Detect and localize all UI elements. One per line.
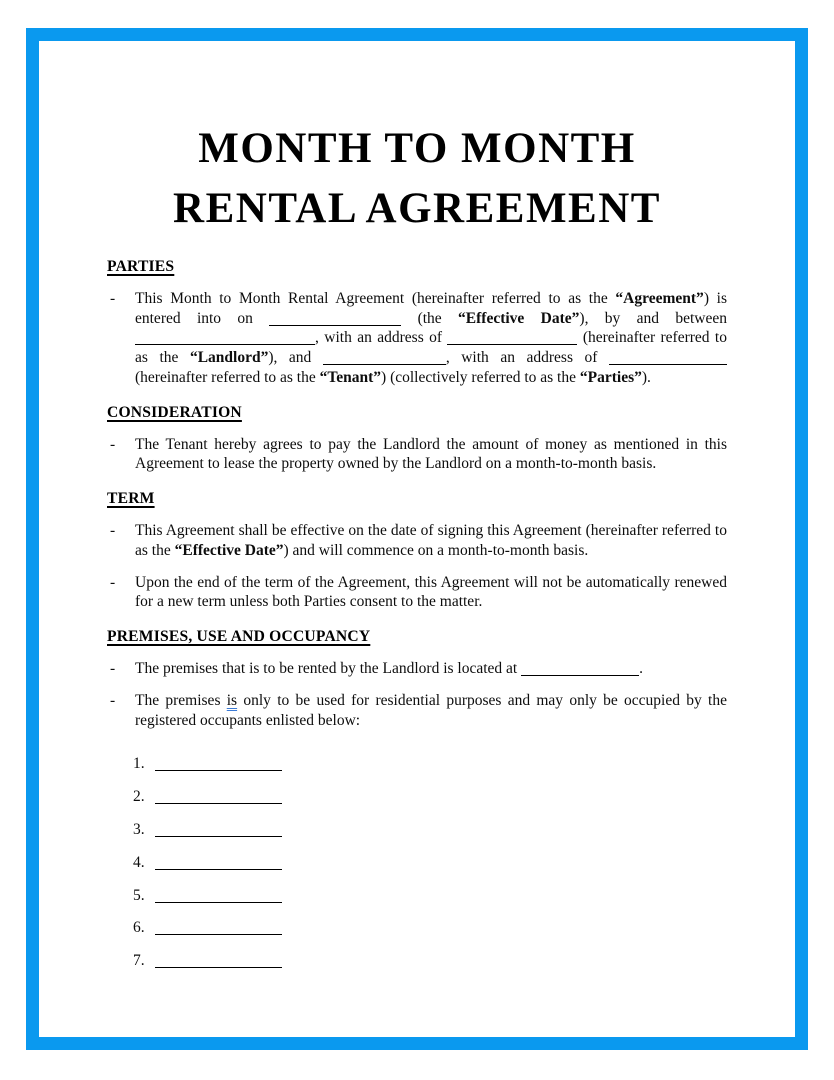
list-number: 1. — [133, 755, 145, 773]
occupant-fill-in-blank — [155, 902, 282, 903]
bold-term: “Landlord” — [189, 349, 269, 367]
grammar-checked-word: is — [226, 691, 238, 709]
fill-in-blank — [609, 364, 727, 365]
bullet-paragraph — [135, 289, 727, 388]
paragraph-text: ) (collectively referred to as the — [381, 368, 580, 386]
occupant-fill-in-blank — [155, 869, 282, 870]
bullet-item — [107, 573, 727, 613]
fill-in-blank — [521, 675, 639, 676]
fill-in-blank — [323, 364, 446, 365]
document-title — [107, 119, 727, 239]
section-heading: PREMISES, USE AND OCCUPANCY — [107, 628, 371, 646]
paragraph-text: (hereinafter referred to as the — [135, 368, 320, 386]
paragraph-text: (the — [401, 309, 459, 327]
occupant-fill-in-blank — [155, 770, 282, 771]
bullet-dash-marker: - — [110, 691, 116, 709]
section — [107, 627, 727, 971]
occupant-list-item — [133, 951, 727, 971]
paragraph-text: The premises that is to be rented by the Landlord is located at — [135, 659, 522, 677]
occupant-fill-in-blank — [155, 967, 282, 968]
bullet-item — [107, 659, 727, 679]
list-number: 2. — [133, 788, 145, 806]
section — [107, 403, 727, 474]
bullet-item — [107, 521, 727, 561]
paragraph-text: ) and will commence on a month-to-month basis. — [283, 541, 589, 559]
paragraph-text: , with an address of — [315, 329, 448, 347]
bold-term: “Effective Date” — [458, 309, 580, 327]
bullet-dash-marker: - — [110, 435, 116, 453]
sections-host — [107, 257, 727, 971]
document-page — [39, 41, 795, 1037]
paragraph-text: The Tenant hereby agrees to pay the Landlord the amount of money as mentioned in this Agreement to lease the property owned by the Landlord on a month-to-month basis. — [135, 435, 727, 473]
list-number: 3. — [133, 820, 145, 838]
fill-in-blank — [447, 344, 577, 345]
bold-term: “Agreement” — [615, 289, 704, 307]
bullet-dash-marker: - — [110, 659, 116, 677]
title-line-2: RENTAL AGREEMENT — [173, 185, 661, 232]
bullet-item — [107, 691, 727, 731]
paragraph-text: , with an address of — [445, 349, 609, 367]
bullet-dash-marker: - — [110, 289, 116, 307]
occupant-list-item — [133, 787, 727, 807]
occupant-list-item — [133, 754, 727, 774]
title-line-1: MONTH TO MONTH — [198, 125, 636, 172]
bullet-paragraph — [135, 659, 727, 679]
bold-term: “Parties” — [579, 368, 642, 386]
list-number: 7. — [133, 952, 145, 970]
section — [107, 489, 727, 612]
occupant-list-item — [133, 853, 727, 873]
bold-term: “Effective Date” — [174, 541, 284, 559]
paragraph-text: only to be used for residential purposes and may only be occupied by the registered occupants enlisted below: — [135, 691, 727, 729]
occupant-list-item — [133, 820, 727, 840]
occupant-fill-in-blank — [155, 803, 282, 804]
bullet-dash-marker: - — [110, 573, 116, 591]
list-number: 4. — [133, 853, 145, 871]
paragraph-text: The premises — [135, 691, 227, 709]
bullet-paragraph — [135, 521, 727, 561]
paragraph-text: (hereinafter referred to as the — [135, 329, 727, 367]
paragraph-text: . — [639, 659, 643, 677]
bold-term: “Tenant” — [319, 368, 382, 386]
section — [107, 257, 727, 388]
list-number: 5. — [133, 886, 145, 904]
section-heading: PARTIES — [107, 258, 175, 275]
occupant-list-item — [133, 918, 727, 938]
occupant-list — [107, 754, 727, 971]
bullet-paragraph — [135, 435, 727, 475]
paragraph-text: Upon the end of the term of the Agreement, this Agreement will not be automatically renewed for a new term unless both Parties consent to the matter. — [135, 573, 727, 611]
occupant-fill-in-blank — [155, 836, 282, 837]
paragraph-text: ). — [641, 368, 651, 386]
paragraph-text: This Month to Month Rental Agreement (hereinafter referred to as the — [135, 289, 616, 307]
fill-in-blank — [135, 344, 315, 345]
occupant-list-item — [133, 886, 727, 906]
bullet-item — [107, 289, 727, 388]
paragraph-text: ), and — [268, 349, 323, 367]
occupant-fill-in-blank — [155, 934, 282, 935]
paragraph-text: ), by and between — [579, 309, 727, 327]
bullet-paragraph — [135, 573, 727, 613]
paragraph-text: This Agreement shall be effective on the date of signing this Agreement (hereinafter referred to as the — [135, 521, 727, 559]
section-heading: TERM — [107, 490, 155, 508]
paragraph-text: ) is entered into on — [135, 289, 727, 327]
section-heading: CONSIDERATION — [107, 403, 242, 421]
fill-in-blank — [269, 325, 401, 326]
bullet-paragraph — [135, 691, 727, 731]
bullet-dash-marker: - — [110, 521, 116, 539]
bullet-item — [107, 435, 727, 475]
page-border-frame — [26, 28, 808, 1050]
list-number: 6. — [133, 919, 145, 937]
